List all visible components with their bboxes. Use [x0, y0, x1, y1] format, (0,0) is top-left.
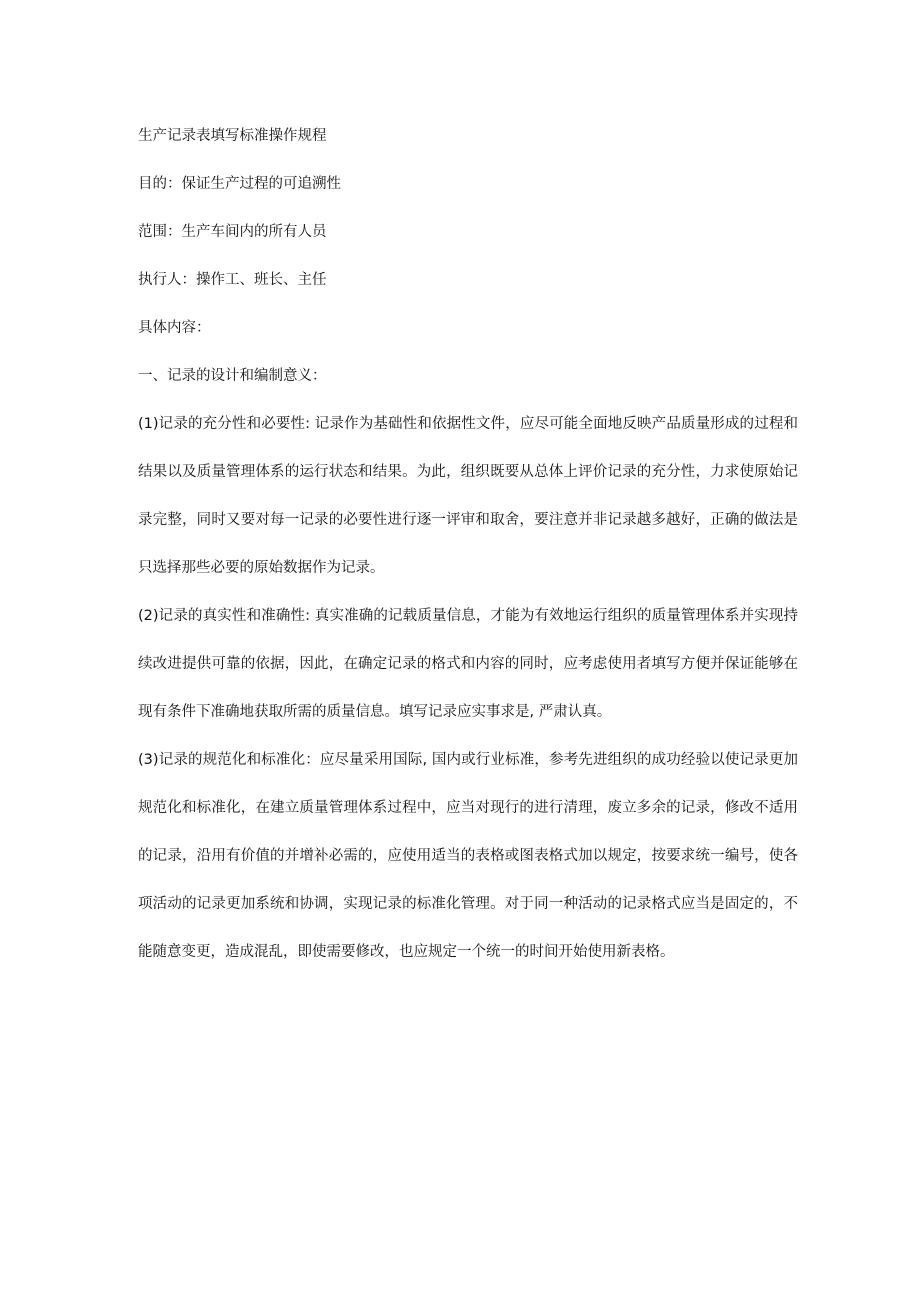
content-label: 具体内容： — [138, 320, 211, 336]
purpose-line: 目的：保证生产过程的可追溯性 — [138, 176, 341, 192]
paragraph-list — [138, 400, 798, 976]
section-heading: 一、记录的设计和编制意义： — [138, 368, 327, 384]
document-body — [138, 124, 798, 988]
document-title: 生产记录表填写标准操作规程 — [138, 128, 327, 144]
paragraph-1: (1)记录的充分性和必要性: 记录作为基础性和依据性文件，应尽可能全面地反映产品质量形成的过程和结果以及质量管理体系的运行状态和结果。为此，组织既要从总体上评价记录的充分性，力求使原始记录完整，同时又要对每一记录的必要性进行逐一评审和取舍，要注意并非记录越多越好，正确的做法是只选择那些必要的原始数据作为记录。 — [138, 416, 798, 576]
scope-line: 范围：生产车间内的所有人员 — [138, 224, 327, 240]
executor-line: 执行人：操作工、班长、主任 — [138, 272, 327, 288]
paragraph-3: (3)记录的规范化和标准化：应尽量采用国际, 国内或行业标准，参考先进组织的成功经验以使记录更加规范化和标准化，在建立质量管理体系过程中，应当对现行的进行清理，废立多余的记录，修改不适用的记录，沿用有价值的并增补必需的，应使用适当的表格或图表格式加以规定，按要求统一编号，使各项活动的记录更加系统和协调，实现记录的标准化管理。对于同一种活动的记录格式应当是固定的，不能随意变更，造成混乱，即使需要修改，也应规定一个统一的时间开始使用新表格。 — [138, 752, 798, 960]
paragraph-2: (2)记录的真实性和准确性: 真实准确的记载质量信息，才能为有效地运行组织的质量管理体系并实现持续改进提供可靠的依据，因此，在确定记录的格式和内容的同时，应考虑使用者填写方便并保证能够在现有条件下准确地获取所需的质量信息。填写记录应实事求是, 严肃认真。 — [138, 608, 798, 720]
